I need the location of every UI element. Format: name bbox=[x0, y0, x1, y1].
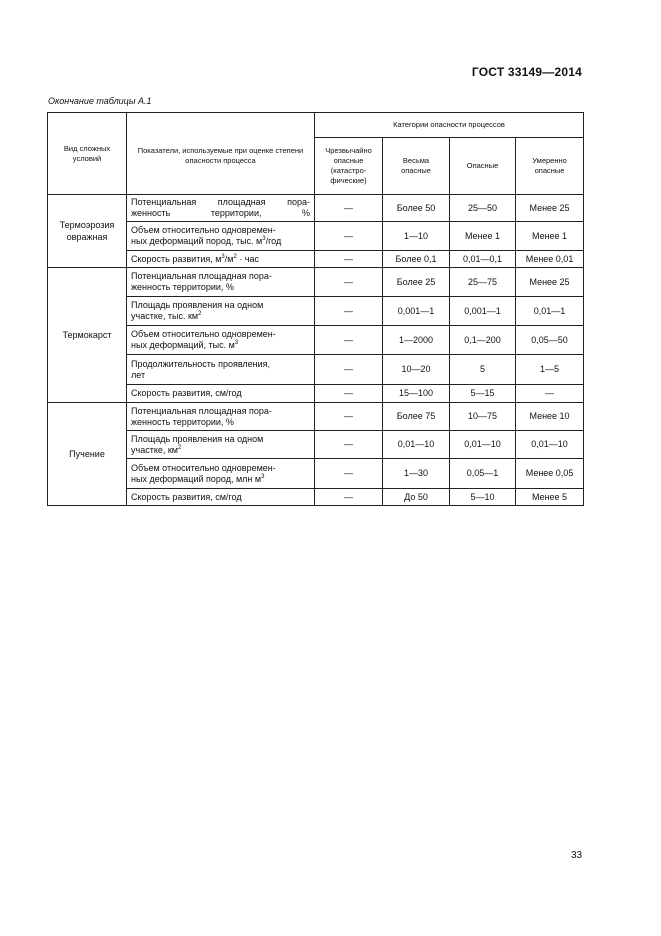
value-cell: 1—10 bbox=[383, 222, 450, 251]
condition-cell: Термоэрозия овражная bbox=[48, 195, 127, 268]
value-cell: 0,001—1 bbox=[383, 297, 450, 326]
value-cell: 0,1—200 bbox=[450, 326, 516, 355]
value-cell: Менее 0,01 bbox=[516, 251, 584, 268]
value-cell: 0,01—10 bbox=[450, 431, 516, 459]
value-cell: 1—30 bbox=[383, 459, 450, 489]
indicator-cell: Скорость развития, см/год bbox=[127, 489, 315, 506]
value-cell: 5 bbox=[450, 355, 516, 385]
value-cell: 15—100 bbox=[383, 385, 450, 403]
value-cell: 5—15 bbox=[450, 385, 516, 403]
indicator-cell: Продолжительность проявления, лет bbox=[127, 355, 315, 385]
header-condition: Вид сложных условий bbox=[48, 113, 127, 195]
value-cell: 25—50 bbox=[450, 195, 516, 222]
indicator-cell: Объем относительно одновремен- ных деформаций пород, тыс. $м^3$/год bbox=[127, 222, 315, 251]
document-code: ГОСТ 33149—2014 bbox=[471, 65, 582, 79]
value-cell: 0,01—10 bbox=[383, 431, 450, 459]
value-cell: 1—5 bbox=[516, 355, 584, 385]
indicator-cell: Потенциальная площадная пора- женность территории, % bbox=[127, 403, 315, 431]
condition-cell: Пучение bbox=[48, 403, 127, 506]
indicator-cell: Скорость развития, см/год bbox=[127, 385, 315, 403]
value-cell: — bbox=[315, 297, 383, 326]
value-cell: 1—2000 bbox=[383, 326, 450, 355]
value-cell: — bbox=[315, 459, 383, 489]
value-cell: 10—75 bbox=[450, 403, 516, 431]
page-number: 33 bbox=[571, 850, 583, 861]
table-caption: Окончание таблицы А.1 bbox=[48, 96, 152, 106]
value-cell: Менее 25 bbox=[516, 268, 584, 297]
header-indicator: Показатели, используемые при оценке степени опасности процесса bbox=[127, 113, 315, 195]
value-cell: — bbox=[516, 385, 584, 403]
value-cell: — bbox=[315, 326, 383, 355]
header-category: Весьма опасные bbox=[383, 138, 450, 195]
indicator-cell: Скорость развития, $м^3/м^2$ · час bbox=[127, 251, 315, 268]
header-categories: Категории опасности процессов bbox=[315, 113, 584, 138]
value-cell: — bbox=[315, 195, 383, 222]
value-cell: 0,05—1 bbox=[450, 459, 516, 489]
indicator-cell: Объем относительно одновремен- ных деформаций пород, млн $м^3$ bbox=[127, 459, 315, 489]
value-cell: Менее 0,05 bbox=[516, 459, 584, 489]
value-cell: — bbox=[315, 251, 383, 268]
value-cell: 10—20 bbox=[383, 355, 450, 385]
indicator-cell: Площадь проявления на одном участке, $км^2$ bbox=[127, 431, 315, 459]
header-category: Опасные bbox=[450, 138, 516, 195]
value-cell: Более 25 bbox=[383, 268, 450, 297]
header-category: Умеренно опасные bbox=[516, 138, 584, 195]
value-cell: 0,01—0,1 bbox=[450, 251, 516, 268]
value-cell: Менее 25 bbox=[516, 195, 584, 222]
hazard-table bbox=[47, 112, 584, 506]
value-cell: 25—75 bbox=[450, 268, 516, 297]
indicator-cell: Объем относительно одновремен- ных деформаций, тыс. $м^3$ bbox=[127, 326, 315, 355]
value-cell: — bbox=[315, 385, 383, 403]
value-cell: — bbox=[315, 268, 383, 297]
value-cell: Менее 10 bbox=[516, 403, 584, 431]
value-cell: — bbox=[315, 431, 383, 459]
value-cell: Более 50 bbox=[383, 195, 450, 222]
value-cell: — bbox=[315, 222, 383, 251]
value-cell: До 50 bbox=[383, 489, 450, 506]
indicator-cell: Потенциальная площадная пора- женность территории, % bbox=[127, 268, 315, 297]
value-cell: Менее 1 bbox=[516, 222, 584, 251]
value-cell: 0,01—1 bbox=[516, 297, 584, 326]
value-cell: 0,05—50 bbox=[516, 326, 584, 355]
value-cell: — bbox=[315, 355, 383, 385]
condition-cell: Термокарст bbox=[48, 268, 127, 403]
value-cell: Более 75 bbox=[383, 403, 450, 431]
header-category: Чрезвычайно опасные (катастро-фические) bbox=[315, 138, 383, 195]
value-cell: — bbox=[315, 403, 383, 431]
indicator-cell: Площадь проявления на одном участке, тыс. $км^2$ bbox=[127, 297, 315, 326]
value-cell: Менее 1 bbox=[450, 222, 516, 251]
value-cell: — bbox=[315, 489, 383, 506]
value-cell: 5—10 bbox=[450, 489, 516, 506]
value-cell: 0,01—10 bbox=[516, 431, 584, 459]
value-cell: Более 0,1 bbox=[383, 251, 450, 268]
value-cell: Менее 5 bbox=[516, 489, 584, 506]
value-cell: 0,001—1 bbox=[450, 297, 516, 326]
indicator-cell: Потенциальная площадная пора- женность территории, % bbox=[127, 195, 315, 222]
